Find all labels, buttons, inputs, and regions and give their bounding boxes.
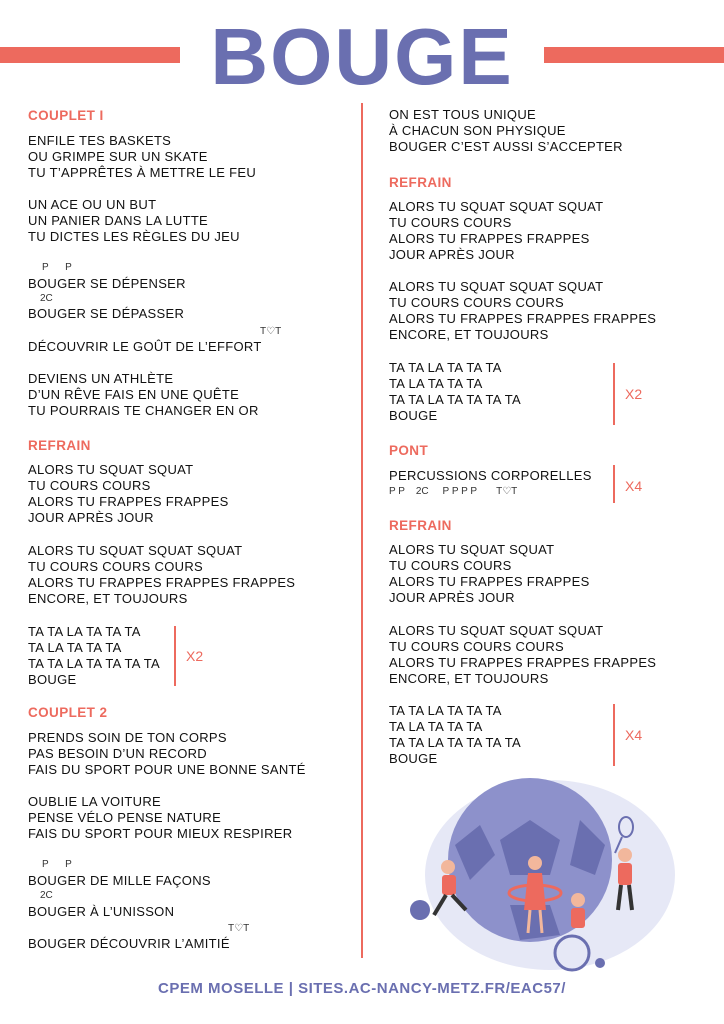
- repeat-bracket: [613, 363, 615, 425]
- refrain2-block1: ALORS TU SQUAT SQUAT TU COURS COURS ALORS TU FRAPPES FRAPPES JOUR APRÈS JOUR: [389, 542, 590, 605]
- couplet2-notation3: T♡T: [228, 923, 250, 934]
- repeat-bracket: [613, 704, 615, 766]
- wheelchair-wheel: [595, 958, 605, 968]
- child-head: [571, 893, 585, 907]
- couplet1-notation3: T♡T: [260, 326, 282, 337]
- couplet2-block2: OUBLIE LA VOITURE PENSE VÉLO PENSE NATURE FAIS DU SPORT POUR MIEUX RESPIRER: [28, 794, 293, 841]
- small-ball-icon: [410, 900, 430, 920]
- child-head: [528, 856, 542, 870]
- refrain2-block2: ALORS TU SQUAT SQUAT SQUAT TU COURS COURS COURS ALORS TU FRAPPES FRAPPES FRAPPES ENCORE, ET TOUJOURS: [389, 623, 657, 686]
- pont-line: PERCUSSIONS CORPORELLES: [389, 468, 592, 483]
- couplet1-block1: ENFILE TES BASKETS OU GRIMPE SUR UN SKATE TU T’APPRÊTES À METTRE LE FEU: [28, 133, 257, 180]
- couplet1-line2: BOUGER SE DÉPASSER: [28, 306, 185, 321]
- repeat-bracket: [174, 626, 176, 686]
- couplet1-line1: BOUGER SE DÉPENSER: [28, 276, 186, 291]
- refrain-block3: TA TA LA TA TA TA TA LA TA TA TA TA TA LA TA TA TA TA BOUGE: [28, 624, 160, 687]
- refrain-heading: REFRAIN: [28, 438, 91, 453]
- couplet2-line2: BOUGER À L’UNISSON: [28, 904, 175, 919]
- page-title: BOUGE: [210, 12, 514, 101]
- couplet1-heading: COUPLET I: [28, 108, 104, 123]
- couplet1-block3: DEVIENS UN ATHLÈTE D’UN RÊVE FAIS EN UNE QUÊTE TU POURRAIS TE CHANGER EN OR: [28, 371, 259, 418]
- repeat-bracket: [613, 465, 615, 503]
- child-shirt: [618, 863, 632, 885]
- couplet2-block1: PRENDS SOIN DE TON CORPS PAS BESOIN D’UN RECORD FAIS DU SPORT POUR UNE BONNE SANTÉ: [28, 730, 306, 777]
- column-divider: [361, 103, 363, 958]
- couplet1-notation1: P P: [42, 262, 72, 273]
- couplet2-line3: BOUGER DÉCOUVRIR L’AMITIÉ: [28, 936, 230, 951]
- repeat-count: X2: [186, 648, 204, 664]
- child-leg: [540, 910, 542, 933]
- couplet1-notation2: 2C: [40, 293, 53, 304]
- couplet1-block2: UN ACE OU UN BUT UN PANIER DANS LA LUTTE TU DICTES LES RÈGLES DU JEU: [28, 197, 240, 244]
- right-top-block: ON EST TOUS UNIQUE À CHACUN SON PHYSIQUE BOUGER C’EST AUSSI S’ACCEPTER: [389, 107, 623, 154]
- child-head: [441, 860, 455, 874]
- repeat-count: X4: [625, 727, 643, 743]
- refrain1-block1: ALORS TU SQUAT SQUAT SQUAT TU COURS COURS ALORS TU FRAPPES FRAPPES JOUR APRÈS JOUR: [389, 199, 604, 262]
- refrain1-heading: REFRAIN: [389, 175, 452, 190]
- couplet2-notation2: 2C: [40, 890, 53, 901]
- couplet2-heading: COUPLET 2: [28, 705, 108, 720]
- couplet1-line3: DÉCOUVRIR LE GOÛT DE L’EFFORT: [28, 339, 262, 354]
- couplet2-notation1: P P: [42, 859, 72, 870]
- child-leg: [528, 910, 530, 933]
- footer: CPEM MOSELLE | SITES.AC-NANCY-METZ.FR/EAC57/: [158, 980, 566, 997]
- pont-heading: PONT: [389, 443, 429, 458]
- refrain1-block2: ALORS TU SQUAT SQUAT SQUAT TU COURS COURS COURS ALORS TU FRAPPES FRAPPES FRAPPES ENCORE, ET TOUJOURS: [389, 279, 657, 342]
- refrain-block1: ALORS TU SQUAT SQUAT TU COURS COURS ALORS TU FRAPPES FRAPPES JOUR APRÈS JOUR: [28, 462, 229, 525]
- refrain2-heading: REFRAIN: [389, 518, 452, 533]
- pont-notation: P P 2C P P P P T♡T: [389, 486, 518, 497]
- sports-illustration: [400, 765, 680, 975]
- refrain1-block3: TA TA LA TA TA TA TA LA TA TA TA TA TA LA TA TA TA TA BOUGE: [389, 360, 521, 423]
- child-shirt: [571, 908, 585, 928]
- repeat-count: X2: [625, 386, 643, 402]
- couplet2-line1: BOUGER DE MILLE FAÇONS: [28, 873, 211, 888]
- refrain-block2: ALORS TU SQUAT SQUAT SQUAT TU COURS COURS COURS ALORS TU FRAPPES FRAPPES FRAPPES ENCORE, ET TOUJOURS: [28, 543, 296, 606]
- repeat-count: X4: [625, 478, 643, 494]
- child-head: [618, 848, 632, 862]
- refrain2-block3: TA TA LA TA TA TA TA LA TA TA TA TA TA LA TA TA TA TA BOUGE: [389, 703, 521, 766]
- child-shirt: [442, 875, 456, 895]
